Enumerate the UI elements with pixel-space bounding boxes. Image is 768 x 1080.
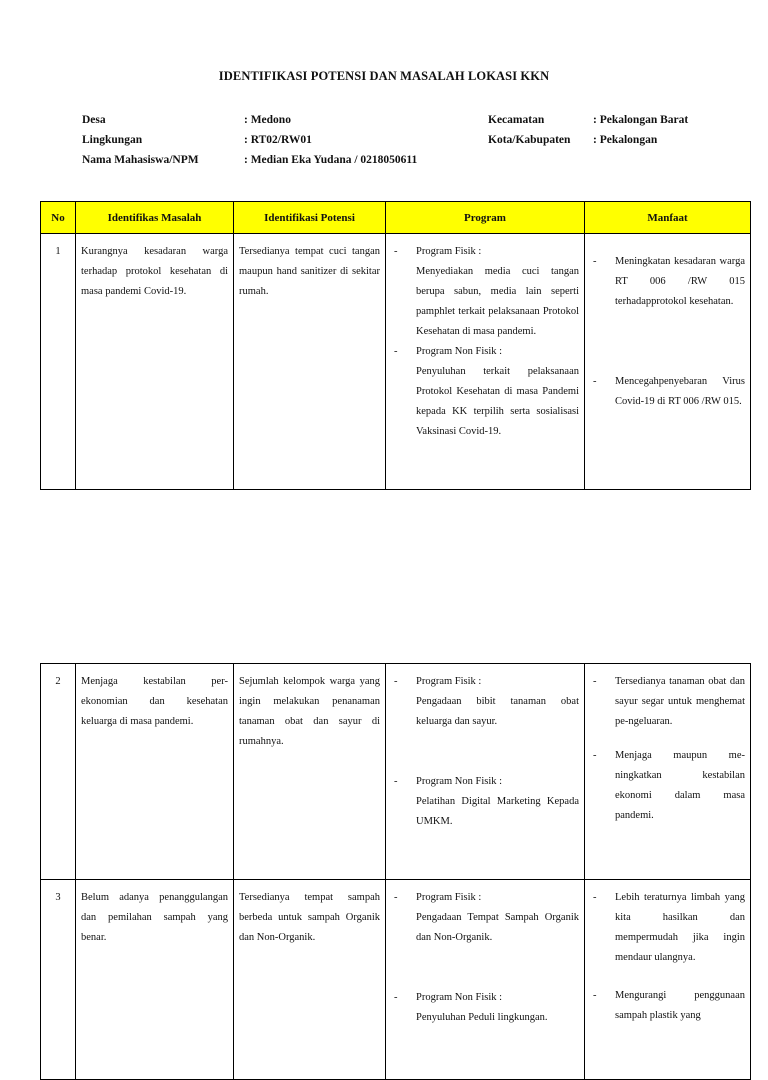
program-text: Pengadaan bibit tanaman obat keluarga dan sayur.: [416, 696, 579, 727]
cell-masalah: Menjaga kestabilan per-ekonomian dan kesehatan keluarga di masa pandemi.: [76, 664, 234, 880]
info-lingkungan: [82, 130, 417, 150]
cell-program: [386, 234, 585, 490]
program-text: Menyediakan media cuci tangan berupa sabun, media lain seperti pamphlet terkait pelaksanaan Protokol Kesehatan di masa pandemi.: [416, 266, 579, 337]
program-title: Program Non Fisik :: [416, 992, 503, 1003]
program-fisik: - Program Fisik : Menyediakan media cuci tangan berupa sabun, media lain seperti pamphlet terkait pelaksanaan Protokol Kesehatan di masa pandemi.: [394, 242, 579, 342]
info-label: Nama Mahasiswa/NPM: [82, 154, 199, 166]
info-left: [82, 110, 417, 170]
cell-no: 2: [41, 664, 76, 880]
info-label: Kecamatan: [488, 114, 545, 126]
header-masalah: Identifikas Masalah: [76, 202, 234, 234]
cell-program: [386, 664, 585, 880]
program-text: Penyuluhan Peduli lingkungan.: [416, 1012, 548, 1023]
program-fisik: - Program Fisik : Pengadaan Tempat Sampah Organik dan Non-Organik.: [394, 888, 579, 948]
manfaat-item: - Mengurangi penggunaan sampah plastik yang: [593, 990, 745, 1021]
document-title: IDENTIFIKASI POTENSI DAN MASALAH LOKASI KKN: [218, 69, 550, 83]
cell-program: [386, 880, 585, 1080]
info-kota: [488, 130, 688, 150]
info-value: : Pekalongan Barat: [593, 114, 689, 126]
manfaat-item: - Menjaga maupun me-ningkatkan kestabilan ekonomi dalam masa pandemi.: [593, 750, 745, 821]
program-non-fisik: - Program Non Fisik : Pelatihan Digital Marketing Kepada UMKM.: [394, 772, 579, 832]
cell-potensi: Sejumlah kelompok warga yang ingin melakukan penanaman tanaman obat dan sayur di rumahnya.: [234, 664, 386, 880]
info-kecamatan: [488, 110, 688, 130]
info-value: : Pekalongan: [593, 134, 658, 146]
info-value: : RT02/RW01: [244, 134, 312, 146]
manfaat-item: - Mencegahpenyebaran Virus Covid-19 di RT 006 /RW 015.: [593, 376, 745, 407]
program-text: Pelatihan Digital Marketing Kepada UMKM.: [416, 796, 579, 827]
header-manfaat: Manfaat: [585, 202, 751, 234]
potensi-table-continued: [40, 663, 751, 1080]
program-fisik: - Program Fisik : Pengadaan bibit tanaman obat keluarga dan sayur.: [394, 672, 579, 732]
info-label: Lingkungan: [82, 134, 143, 146]
cell-no: 1: [41, 234, 76, 490]
manfaat-item: - Lebih teraturnya limbah yang kita hasilkan dan mempermudah jika ingin mendaur ulangnya.: [593, 892, 745, 963]
program-text: Pengadaan Tempat Sampah Organik dan Non-Organik.: [416, 912, 579, 943]
cell-no: 3: [41, 880, 76, 1080]
info-label: Kota/Kabupaten: [488, 134, 571, 146]
info-value: : Medono: [244, 114, 291, 126]
cell-manfaat: [585, 234, 751, 490]
info-value: : Median Eka Yudana / 0218050611: [244, 154, 418, 166]
program-text: Penyuluhan terkait pelaksanaan Protokol Kesehatan di masa Pandemi kepada KK terpilih serta sosialisasi Vaksinasi Covid-19.: [416, 366, 579, 437]
manfaat-item: - Meningkatan kesadaran warga RT 006 /RW 015 terhadapprotokol kesehatan.: [593, 256, 745, 307]
cell-masalah: Belum adanya penanggulangan dan pemilahan sampah yang benar.: [76, 880, 234, 1080]
program-non-fisik: - Program Non Fisik : Penyuluhan Peduli lingkungan.: [394, 988, 579, 1028]
cell-potensi: Tersedianya tempat cuci tangan maupun hand sanitizer di sekitar rumah.: [234, 234, 386, 490]
table-row: [41, 880, 751, 1080]
program-title: Program Fisik :: [416, 676, 482, 687]
program-title: Program Non Fisik :: [416, 346, 503, 357]
table-row: [41, 234, 751, 490]
potensi-table: [40, 201, 751, 490]
program-title: Program Fisik :: [416, 892, 482, 903]
info-mahasiswa: [82, 150, 417, 170]
program-title: Program Fisik :: [416, 246, 482, 257]
header-program: Program: [386, 202, 585, 234]
cell-masalah: Kurangnya kesadaran warga terhadap protokol kesehatan di masa pandemi Covid-19.: [76, 234, 234, 490]
cell-potensi: Tersedianya tempat sampah berbeda untuk sampah Organik dan Non-Organik.: [234, 880, 386, 1080]
table-row: [41, 664, 751, 880]
info-desa: [82, 110, 417, 130]
cell-manfaat: [585, 664, 751, 880]
manfaat-item: - Tersedianya tanaman obat dan sayur segar untuk menghemat pe-ngeluaran.: [593, 676, 745, 727]
header-no: No: [41, 202, 76, 234]
table-header-row: [41, 202, 751, 234]
cell-manfaat: [585, 880, 751, 1080]
info-label: Desa: [82, 114, 106, 126]
header-potensi: Identifikasi Potensi: [234, 202, 386, 234]
program-title: Program Non Fisik :: [416, 776, 503, 787]
program-non-fisik: - Program Non Fisik : Penyuluhan terkait pelaksanaan Protokol Kesehatan di masa Pandemi kepada KK terpilih serta sosialisasi Vaksinasi Covid-19.: [394, 342, 579, 442]
info-right: [488, 110, 688, 150]
